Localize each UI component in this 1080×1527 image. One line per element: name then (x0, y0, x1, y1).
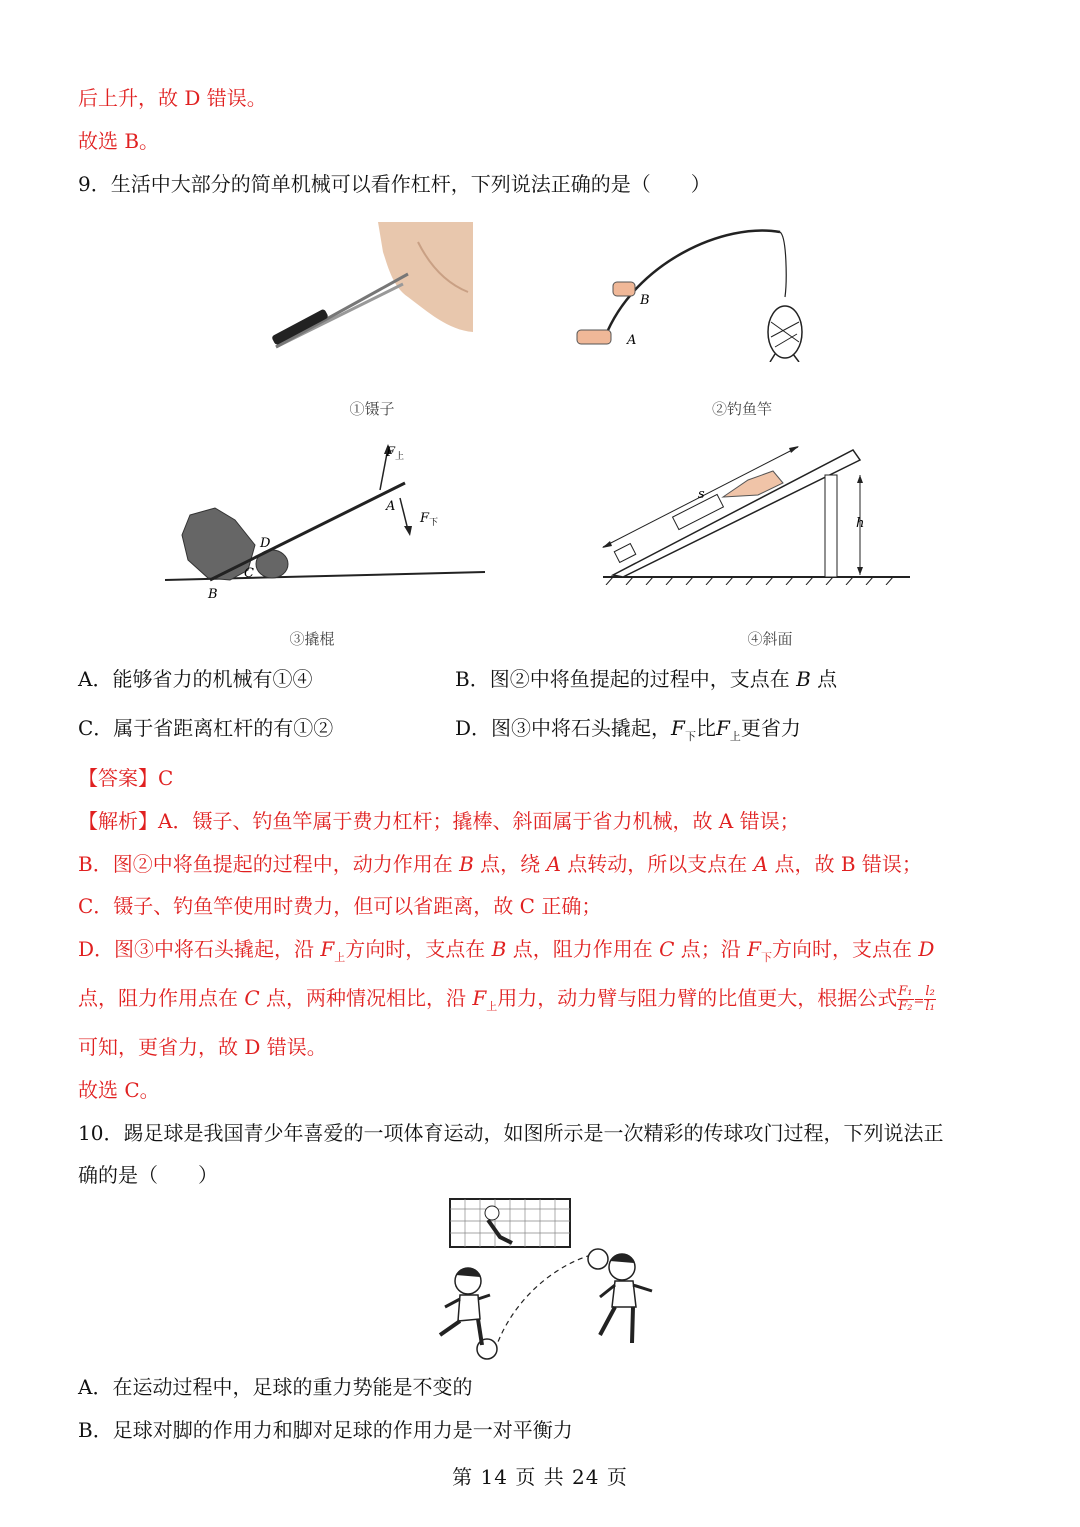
q9-option-b-pre: B．图②中将鱼提起的过程中，支点在 (455, 667, 797, 691)
l4e: C (659, 937, 675, 961)
q9-option-c[interactable]: C．属于省距离杠杆的有①② (78, 716, 334, 740)
l4g: 点；沿 (674, 937, 748, 961)
q9-option-d-post: 更省力 (740, 716, 801, 740)
formula-lhs (897, 985, 913, 1014)
formula-n1: F₁ (898, 984, 913, 999)
q9-stem: 9．生活中大部分的简单机械可以看作杠杆，下列说法正确的是（ ） (78, 172, 711, 196)
fig3-f-down: F (420, 511, 430, 526)
l5c: 点，两种情况相比，沿 (259, 986, 473, 1010)
l2c: 点，绕 (473, 852, 547, 876)
q10-stem-line2: 确的是（ ） (78, 1163, 218, 1187)
l4b: 方向时，支点在 (345, 937, 492, 961)
q9-option-a[interactable]: A．能够省力的机械有①④ (78, 667, 313, 691)
l5d: 用力，动力臂与阻力臂的比值更大，根据公式 (497, 986, 898, 1010)
l4i: D (918, 937, 935, 961)
prev-conclusion-line: 后上升，故 D 错误。 (78, 86, 267, 110)
fig4-caption: ④斜面 (747, 630, 793, 648)
formula-rhs (924, 985, 935, 1014)
fig3-f-up-sub: 上 (395, 452, 405, 462)
q10-option-b[interactable]: B．足球对脚的作用力和脚对足球的作用力是一对平衡力 (78, 1418, 573, 1442)
q9-analysis-line5 (78, 984, 936, 1021)
l2f: A (753, 852, 769, 876)
q9-answer: 【答案】C (78, 766, 174, 790)
fig3-label-d: D (260, 536, 271, 551)
l2b: B (459, 852, 474, 876)
q9-option-d-f1-sub: 下 (684, 730, 696, 743)
tweezers-figure (268, 222, 473, 357)
l5a: 点，阻力作用点在 (78, 986, 245, 1010)
fig3-label-c: C (244, 566, 254, 581)
q9-option-d-pre: D．图③中将石头撬起， (455, 716, 672, 740)
svg-text:F下 (419, 511, 438, 528)
fig3-label-b: B (208, 587, 218, 602)
l4a: D．图③中将石头撬起，沿 (78, 937, 321, 961)
crowbar-figure (160, 440, 490, 605)
soccer-figure (420, 1195, 665, 1365)
l2a: B．图②中将鱼提起的过程中，动力作用在 (78, 852, 460, 876)
prev-choice-line: 故选 B。 (78, 129, 160, 153)
q9-analysis-line7: 故选 C。 (78, 1078, 160, 1102)
q9-analysis-line3: C．镊子、钓鱼竿使用时费力，但可以省距离，故 C 正确； (78, 894, 602, 918)
q9-option-d-f2: F (715, 716, 730, 740)
fig3-f-down-sub: 下 (429, 518, 439, 528)
l5sub: 上 (486, 1000, 498, 1013)
fig4-label-s: s (698, 487, 705, 502)
l4sub2: 下 (761, 951, 772, 964)
q9-option-d-mid: 比 (695, 716, 716, 740)
l4h: 方向时，支点在 (772, 937, 919, 961)
l4sub1: 上 (334, 951, 346, 964)
fishing-rod-figure (575, 222, 815, 362)
l4f: F (320, 937, 335, 961)
svg-text:F上 (385, 445, 404, 462)
fig4-label-h: h (856, 516, 865, 531)
q9-option-b-var: B (796, 667, 811, 691)
formula-d2: l₁ (925, 999, 935, 1014)
q9-analysis-line6: 可知，更省力，故 D 错误。 (78, 1035, 327, 1059)
formula-d1: F₂ (898, 999, 913, 1014)
formula-n2: l₂ (925, 984, 935, 999)
l5b: C (244, 986, 260, 1010)
l4f2: F (747, 937, 761, 961)
formula-eq: = (913, 994, 925, 1009)
fig2-caption: ②钓鱼竿 (711, 400, 772, 418)
q9-option-d-f2-sub: 上 (729, 730, 741, 743)
l5f: F (472, 986, 487, 1010)
page-footer: 第 14 页 共 24 页 (452, 1465, 628, 1489)
fig2-label-a: A (627, 333, 637, 348)
fig3-label-a: A (386, 499, 396, 514)
q10-option-a[interactable]: A．在运动过程中，足球的重力势能是不变的 (78, 1375, 473, 1399)
l2d: A (546, 852, 561, 876)
q9-option-b[interactable] (455, 665, 837, 693)
l4c: B (491, 937, 507, 961)
q10-stem-line1: 10．踢足球是我国青少年喜爱的一项体育运动，如图所示是一次精彩的传球攻门过程，下列说法正 (78, 1121, 944, 1145)
l2g: 点，故 B 错误； (768, 852, 922, 876)
l4d: 点，阻力作用在 (506, 937, 660, 961)
l2e: 点转动，所以支点在 (560, 852, 754, 876)
q9-option-d[interactable] (455, 714, 801, 751)
fig3-f-up: F (386, 445, 396, 460)
q9-analysis-line2 (78, 850, 922, 878)
fig1-caption: ①镊子 (349, 400, 395, 418)
q9-analysis-line4 (78, 935, 934, 972)
fig2-label-b: B (640, 293, 650, 308)
q9-analysis-line1: 【解析】A．镊子、钓鱼竿属于费力杠杆；撬棒、斜面属于省力机械，故 A 错误； (78, 809, 800, 833)
q9-option-d-f1: F (671, 716, 685, 740)
q9-option-b-post: 点 (810, 667, 838, 691)
fig3-caption: ③撬棍 (289, 630, 335, 648)
incline-figure (598, 435, 913, 585)
